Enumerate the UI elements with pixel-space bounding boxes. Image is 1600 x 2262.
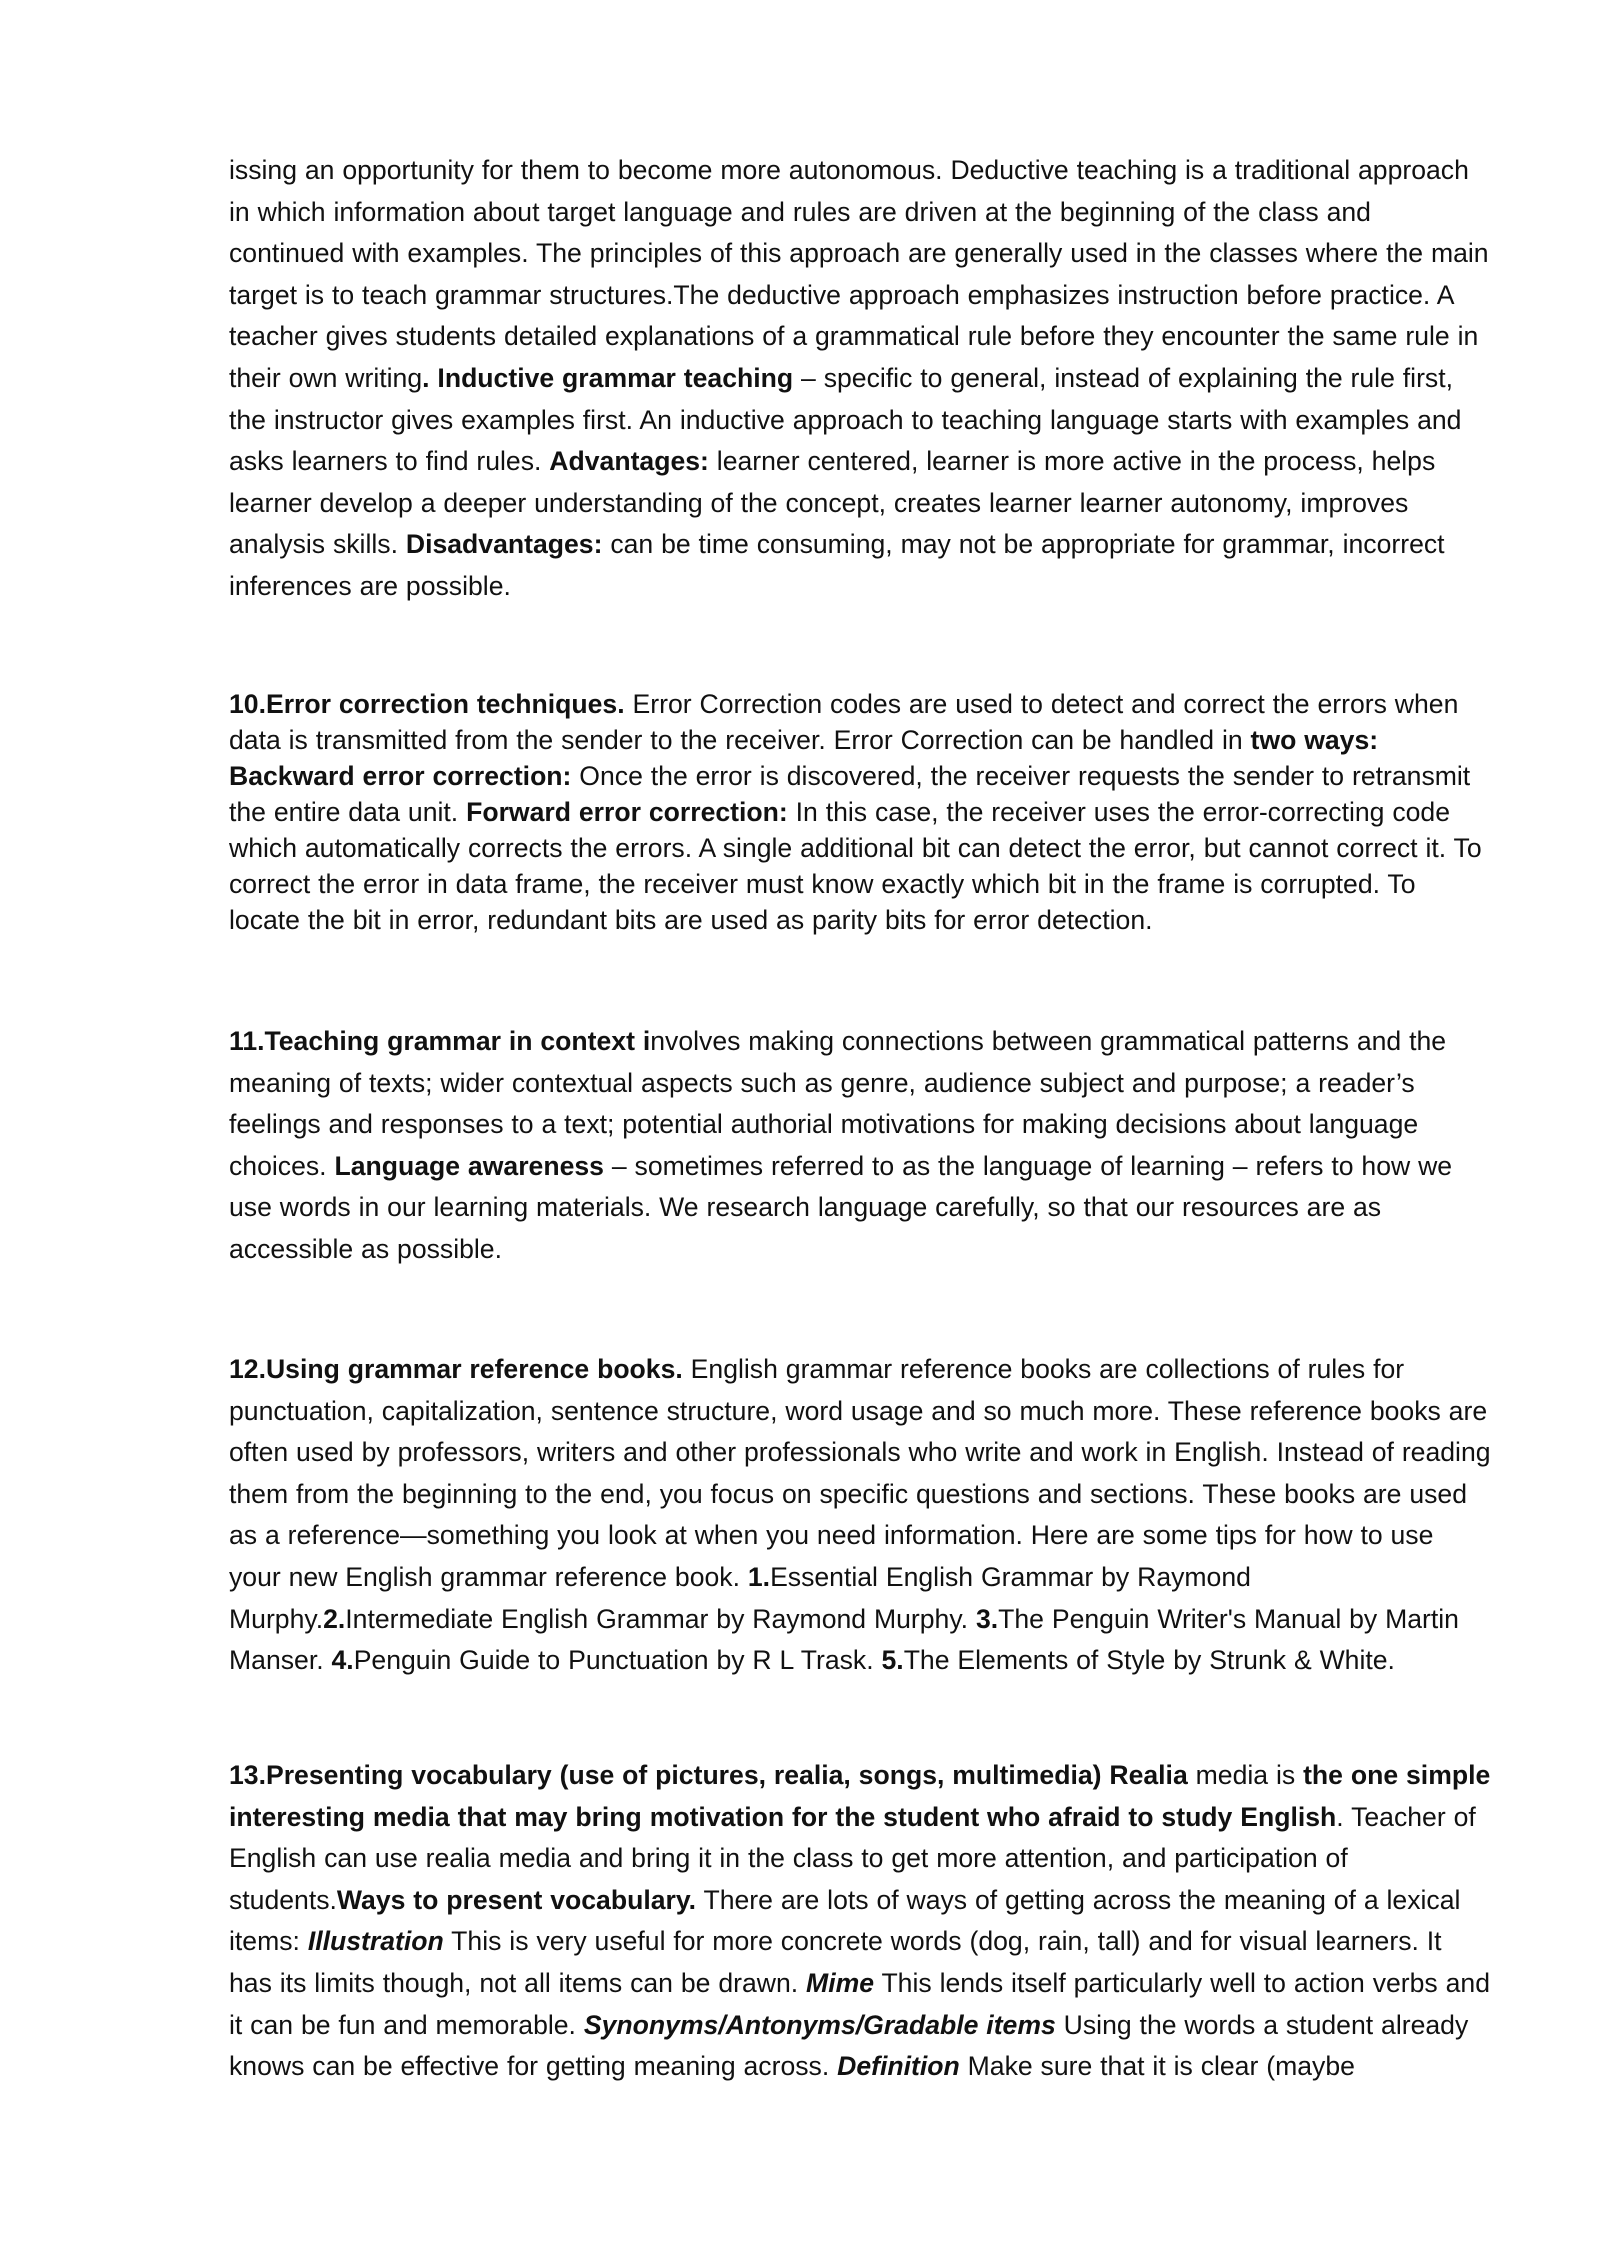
book-number: 3. xyxy=(975,1603,999,1634)
text-run: This lends itself particularly well to action verbs and it can be fun and memorable. xyxy=(229,1967,1490,2040)
label-language-awareness: Language awareness xyxy=(334,1150,604,1181)
book-title: Intermediate English Grammar by Raymond Murphy. xyxy=(345,1603,976,1634)
book-title: The Elements of Style by Strunk & White. xyxy=(903,1645,1395,1676)
heading-inductive-grammar-teaching: . Inductive grammar teaching xyxy=(422,362,794,393)
heading-grammar-reference-books: 12.Using grammar reference books. xyxy=(229,1354,683,1384)
book-number: 5. xyxy=(881,1645,904,1676)
text-run: There are lots of ways of getting across the meaning of a lexical items: xyxy=(229,1884,1461,1957)
paragraph-inductive-deductive xyxy=(229,150,1491,608)
text-run: . Teacher of English can use realia media and bring it in the class to get more attention, and participation of students. xyxy=(229,1801,1476,1915)
text-run: – sometimes referred to as the language of learning – refers to how we use words in our learning materials. We research language carefully, so that our resources are as accessible as possible. xyxy=(229,1150,1453,1264)
emphasis-realia: the one simple interesting media that may bring motivation for the student who afraid to study English xyxy=(229,1760,1491,1832)
text-run: Using the words a student already knows can be effective for getting meaning across. xyxy=(229,2009,1469,2082)
heading-grammar-in-context: 11.Teaching grammar in context i xyxy=(229,1026,651,1056)
text-run: Error Correction codes are used to detect and correct the errors when data is transmitted from the sender to the receiver. Error Correction can be handled in xyxy=(229,689,1459,755)
text-run: – specific to general, instead of explaining the rule first, the instructor gives examples first. An inductive approach to teaching language starts with examples and asks learners to find rules. xyxy=(229,362,1462,477)
label-backward-error-correction: two ways: Backward error correction: xyxy=(229,725,1379,791)
book-title: Penguin Guide to Punctuation by R L Trask. xyxy=(353,1645,882,1676)
label-disadvantages: Disadvantages: xyxy=(405,529,603,560)
heading-error-correction: 10.Error correction techniques. xyxy=(229,689,625,719)
paragraph-grammar-in-context xyxy=(229,1021,1491,1271)
label-advantages: Advantages: xyxy=(549,446,709,477)
term-definition: Definition xyxy=(837,2051,960,2082)
text-run: Once the error is discovered, the receiver requests the sender to retransmit the entire data unit. xyxy=(229,761,1471,827)
label-forward-error-correction: Forward error correction: xyxy=(466,797,788,827)
paragraph-error-correction xyxy=(229,686,1491,938)
label-ways-to-present: Ways to present vocabulary. xyxy=(336,1884,697,1915)
text-run: can be time consuming, may not be appropriate for grammar, incorrect inferences are possible. xyxy=(229,529,1445,601)
book-number: 1. xyxy=(747,1561,771,1592)
book-title: Essential English Grammar by Raymond Murphy. xyxy=(229,1561,1251,1634)
book-number: 4. xyxy=(331,1645,354,1676)
term-mime: Mime xyxy=(806,1967,875,1998)
text-run: issing an opportunity for them to become more autonomous. Deductive teaching is a traditional approach in which information about target language and rules are driven at the beginning of the class and continued with examples. The principles of this approach are generally used in the classes where the main target is to teach grammar structures.The deductive approach emphasizes instruction before practice. A teacher gives students detailed explanations of a grammatical rule before they encounter the same rule in their own writing xyxy=(229,155,1489,393)
heading-presenting-vocabulary: 13.Presenting vocabulary (use of pictures, realia, songs, multimedia) Realia xyxy=(229,1760,1188,1790)
paragraph-grammar-reference-books xyxy=(229,1349,1491,1682)
book-number: 2. xyxy=(323,1603,346,1634)
text-run: media is xyxy=(1187,1760,1304,1790)
text-run: Make sure that it is clear (maybe xyxy=(959,2051,1355,2082)
term-illustration: Illustration xyxy=(307,1926,444,1957)
text-run: This is very useful for more concrete words (dog, rain, tall) and for visual learners. It has its limits though, not all items can be drawn. xyxy=(229,1926,1442,1998)
book-title: The Penguin Writer's Manual by Martin Manser. xyxy=(229,1603,1459,1676)
paragraph-presenting-vocabulary xyxy=(229,1755,1491,2088)
text-run: English grammar reference books are collections of rules for punctuation, capitalization, sentence structure, word usage and so much more. These reference books are often used by professors, writers and other professionals who write and work in English. Instead of reading them from the beginning to the end, you focus on specific questions and sections. These books are used as a reference—something you look at when you need information. Here are some tips for how to use your new English grammar reference book. xyxy=(229,1354,1491,1592)
text-run: learner centered, learner is more active in the process, helps learner develop a deeper understanding of the concept, creates learner learner autonomy, improves analysis skills. xyxy=(229,446,1436,560)
term-synonyms-antonyms: Synonyms/Antonyms/Gradable items xyxy=(583,2009,1056,2040)
text-run: In this case, the receiver uses the error-correcting code which automatically corrects the errors. A single additional bit can detect the error, but cannot correct it. To correct the error in data frame, the receiver must know exactly which bit in the frame is corrupted. To locate the bit in error, redundant bits are used as parity bits for error detection. xyxy=(229,797,1482,935)
text-run: nvolves making connections between grammatical patterns and the meaning of texts; wider contextual aspects such as genre, audience subject and purpose; a reader’s feelings and responses to a text; potential authorial motivations for making decisions about language choices. xyxy=(229,1026,1447,1181)
